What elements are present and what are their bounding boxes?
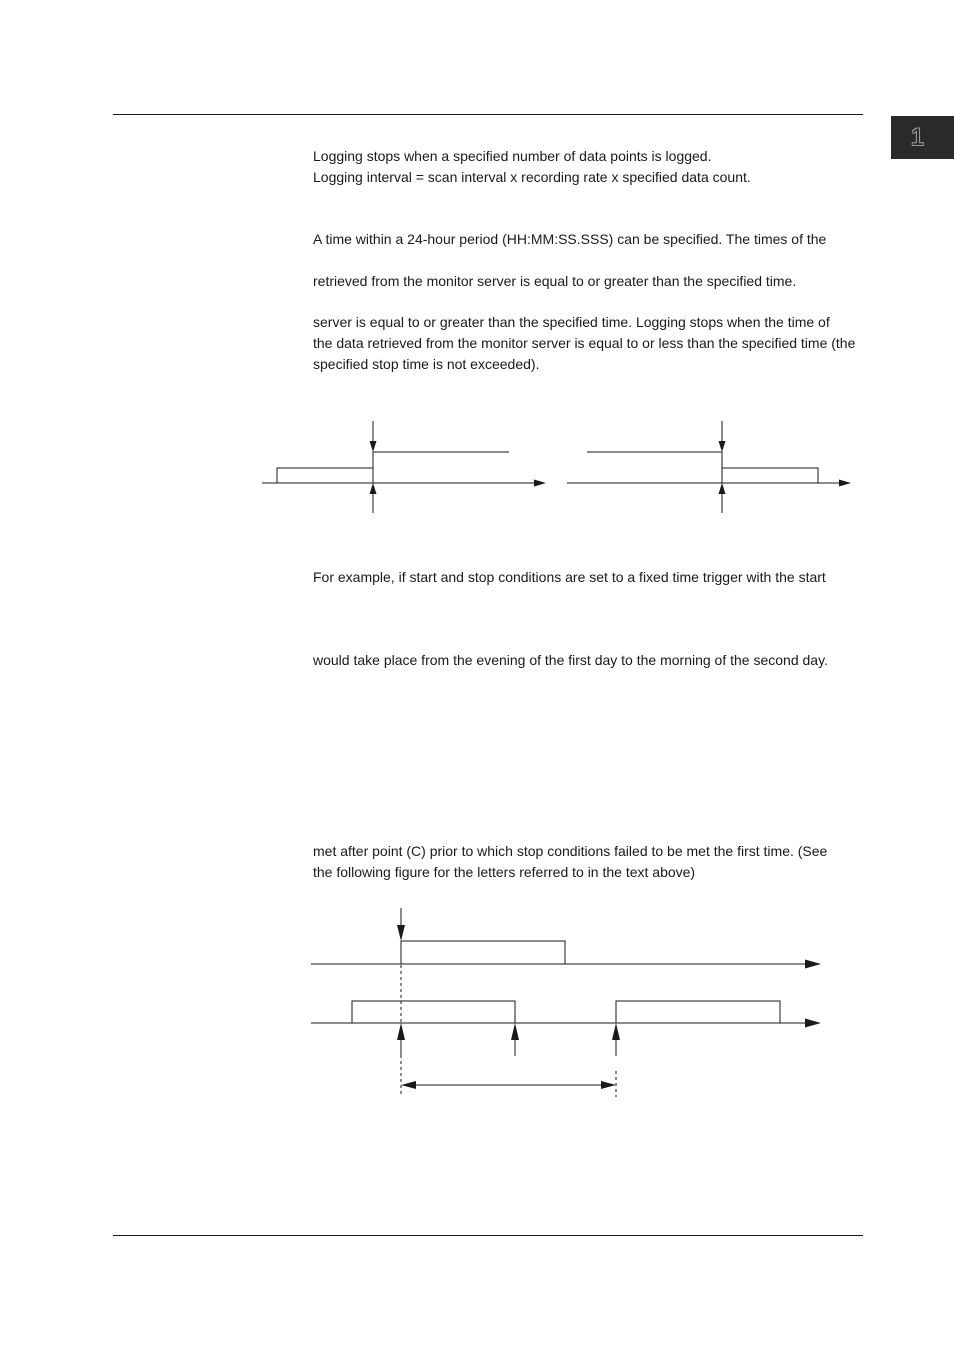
arrow-head — [401, 1081, 416, 1089]
body-text-line: server is equal to or greater than the specified time. Logging stops when the time of — [313, 314, 830, 330]
start-pulse — [401, 941, 565, 964]
footer-rule — [113, 1235, 863, 1236]
arrow-head — [612, 1023, 620, 1040]
body-text-line: the following figure for the letters referred to in the text above) — [313, 864, 696, 880]
body-text-line: specified stop time is not exceeded). — [313, 356, 540, 372]
body-text-line: retrieved from the monitor server is equal to or greater than the specified time. — [313, 273, 797, 289]
body-text-line: A time within a 24-hour period (HH:MM:SS.SSS) can be specified. The times of the — [313, 231, 827, 247]
stop-pulse — [352, 1001, 515, 1023]
arrow-head — [601, 1081, 616, 1089]
body-text-line: For example, if start and stop conditions are set to a fixed time trigger with the start — [313, 569, 826, 585]
body-text-line: Logging stops when a specified number of data points is logged. — [313, 148, 712, 164]
stop-pulse — [616, 1001, 780, 1023]
body-text-line: Logging interval = scan interval x recording rate x specified data count. — [313, 169, 751, 185]
arrow-head — [397, 1023, 405, 1040]
body-text-line: the data retrieved from the monitor server is equal to or less than the specified time (the — [313, 335, 856, 351]
chapter-tab: 1 — [891, 116, 954, 159]
arrow-head — [397, 925, 405, 941]
body-text-line: met after point (C) prior to which stop conditions failed to be met the first time. (See — [313, 843, 828, 859]
axis-arrowhead — [805, 1019, 821, 1028]
arrow-head — [511, 1023, 519, 1040]
body-text-line: would take place from the evening of the first day to the morning of the second day. — [313, 652, 828, 668]
axis-arrowhead — [805, 960, 821, 969]
